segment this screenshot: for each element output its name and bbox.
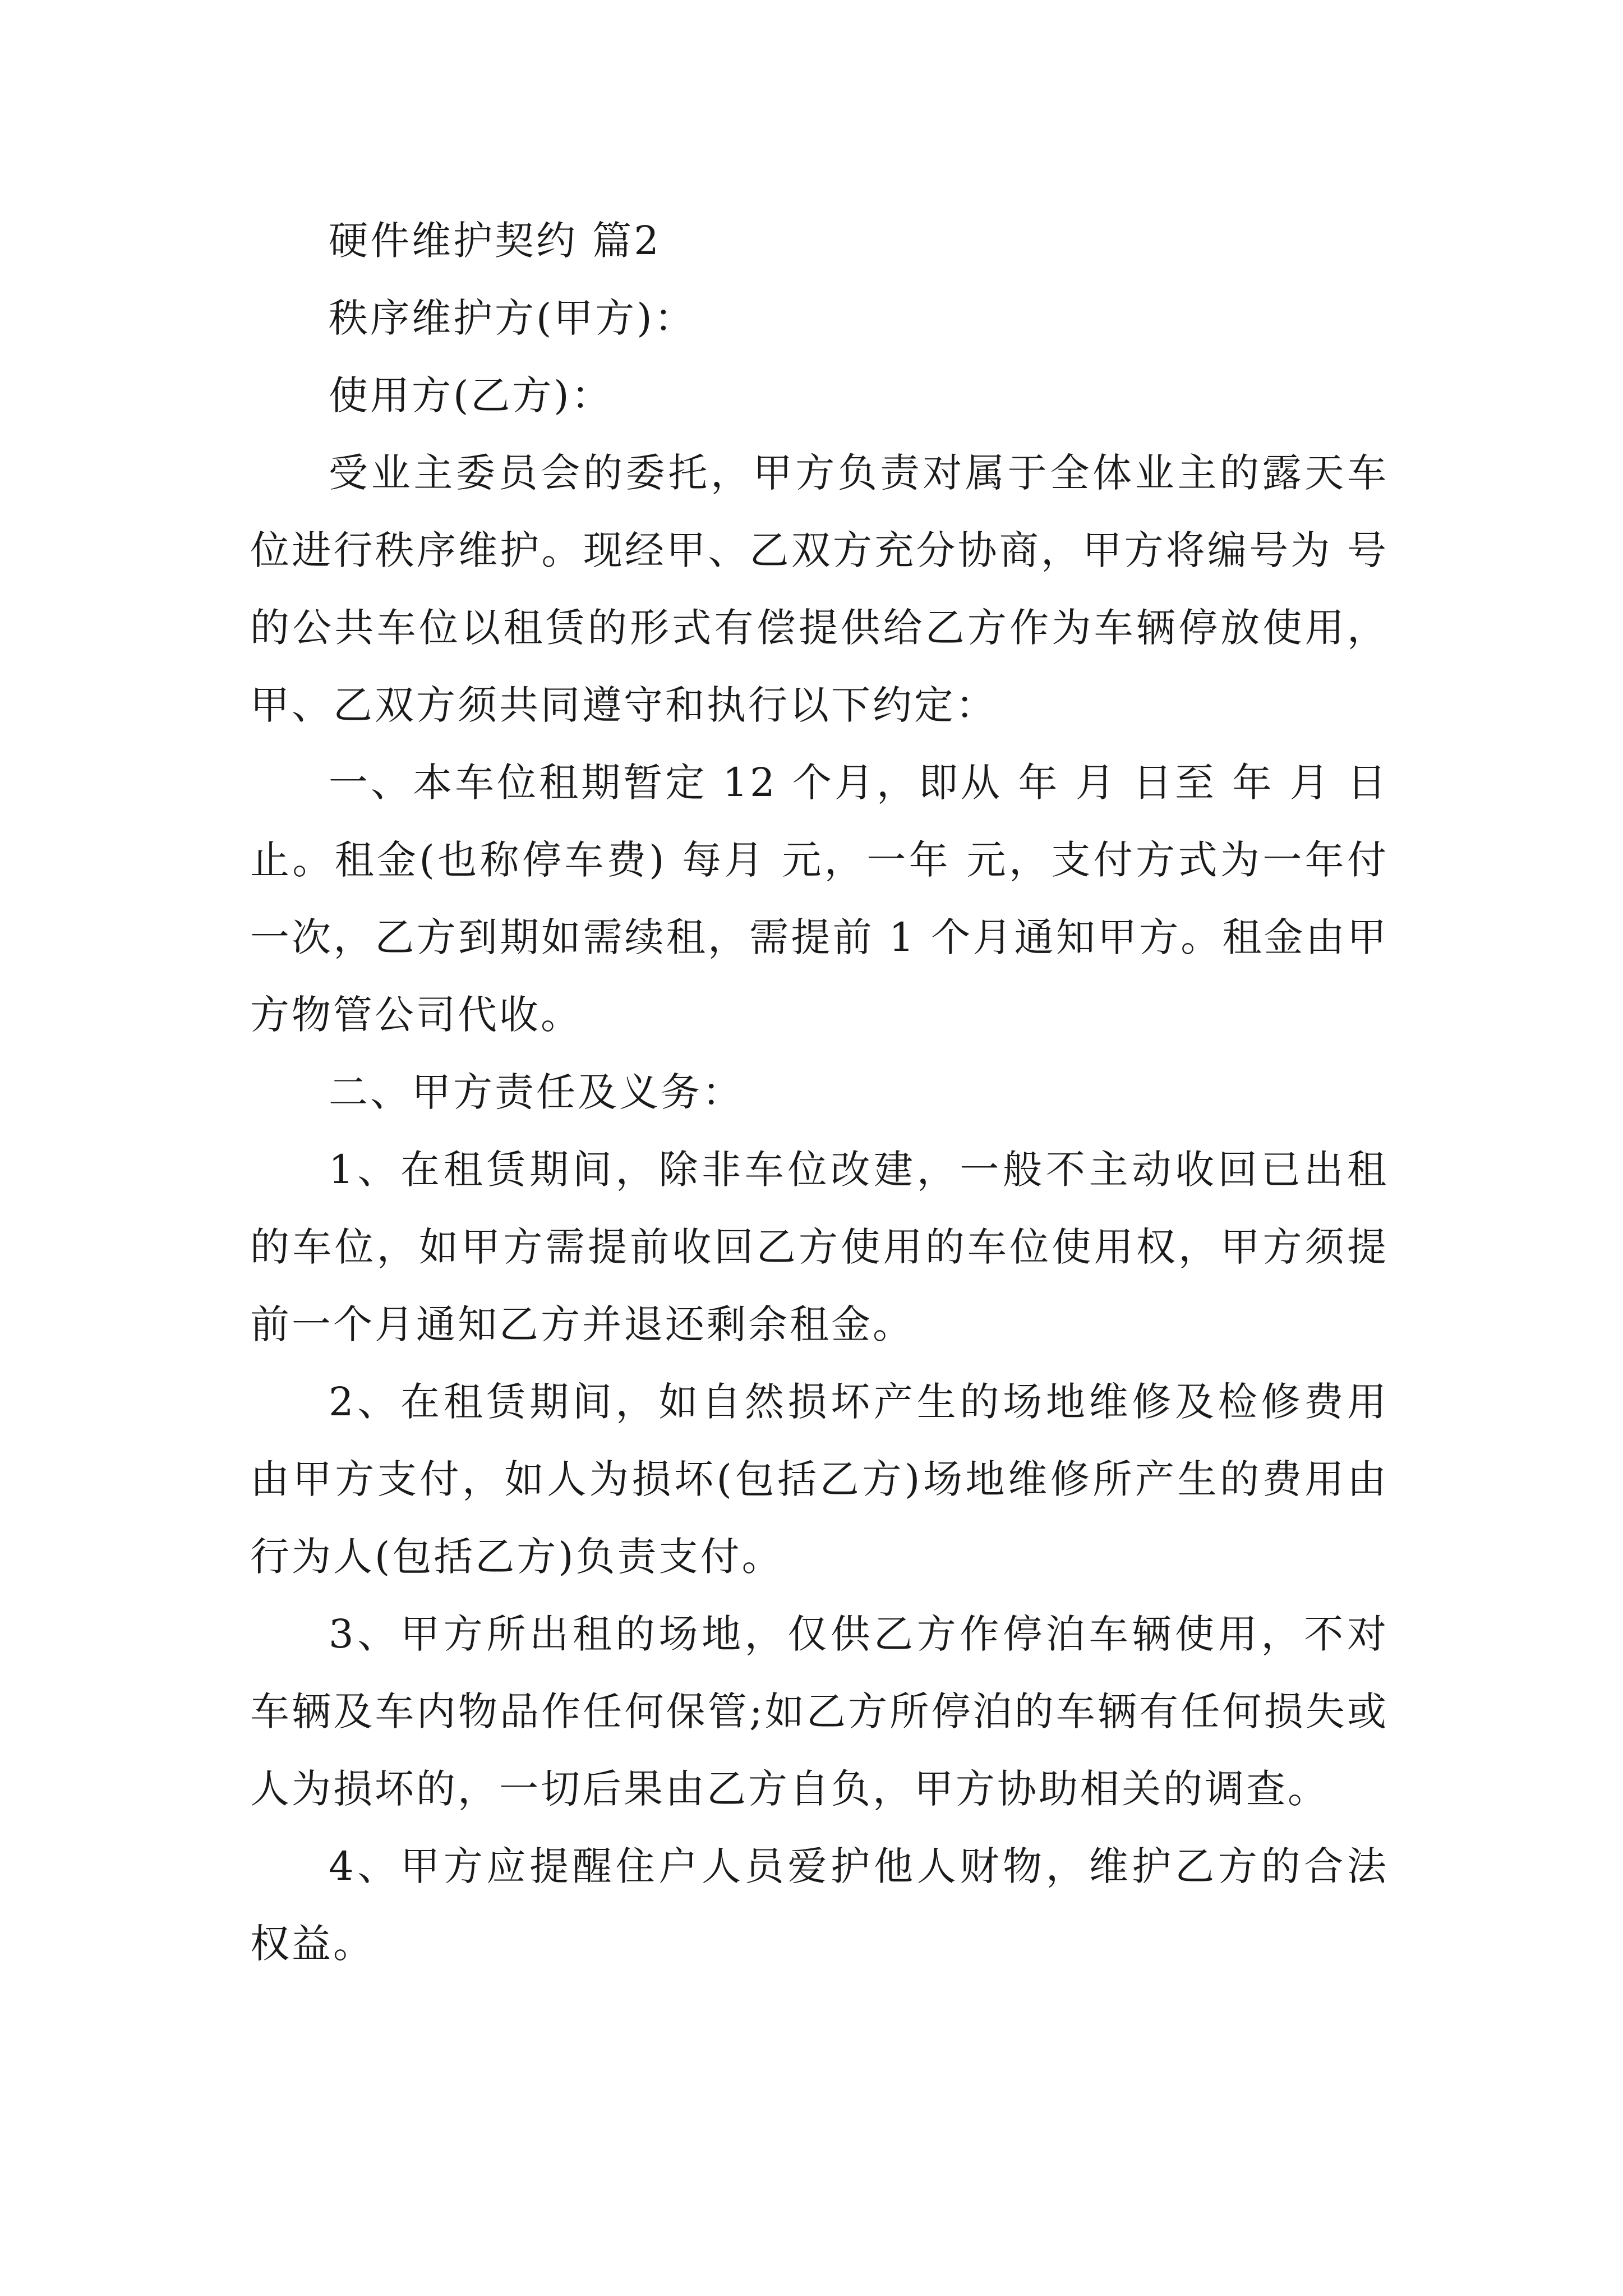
clause-1-paragraph: 一、本车位租期暂定 12 个月，即从 年 月 日至 年 月 日止。租金(也称停车费) 每月 元，一年 元，支付方式为一年付一次，乙方到期如需续租，需提前 1 个月通知甲方。租金由甲方物管公司代收。 <box>250 760 1389 1038</box>
clause-2-item-4: 4、甲方应提醒住户人员爱护他人财物，维护乙方的合法权益。 <box>250 1843 1389 1967</box>
clause-2-item-1: 1、在租赁期间，除非车位改建，一般不主动收回已出租的车位，如甲方需提前收回乙方使用的车位使用权，甲方须提前一个月通知乙方并退还剩余租金。 <box>250 1147 1389 1347</box>
clause-2-item-3: 3、甲方所出租的场地，仅供乙方作停泊车辆使用，不对车辆及车内物品作任何保管;如乙方所停泊的车辆有任何损失或人为损坏的，一切后果由乙方自负，甲方协助相关的调查。 <box>250 1611 1389 1812</box>
party-b-line: 使用方(乙方)： <box>329 372 613 418</box>
preamble-paragraph: 受业主委员会的委托，甲方负责对属于全体业主的露天车位进行秩序维护。现经甲、乙双方充分协商，甲方将编号为 号的公共车位以租赁的形式有偿提供给乙方作为车辆停放使用，甲、乙双方须共同遵守和执行以下约定： <box>250 450 1389 728</box>
clause-2-heading: 二、甲方责任及义务： <box>329 1069 744 1115</box>
document-title: 硬件维护契约 篇2 <box>329 218 661 264</box>
document-body <box>250 202 1389 1982</box>
party-a-line: 秩序维护方(甲方)： <box>329 295 696 341</box>
clause-2-item-2: 2、在租赁期间，如自然损坏产生的场地维修及检修费用由甲方支付，如人为损坏(包括乙方)场地维修所产生的费用由行为人(包括乙方)负责支付。 <box>250 1379 1389 1580</box>
